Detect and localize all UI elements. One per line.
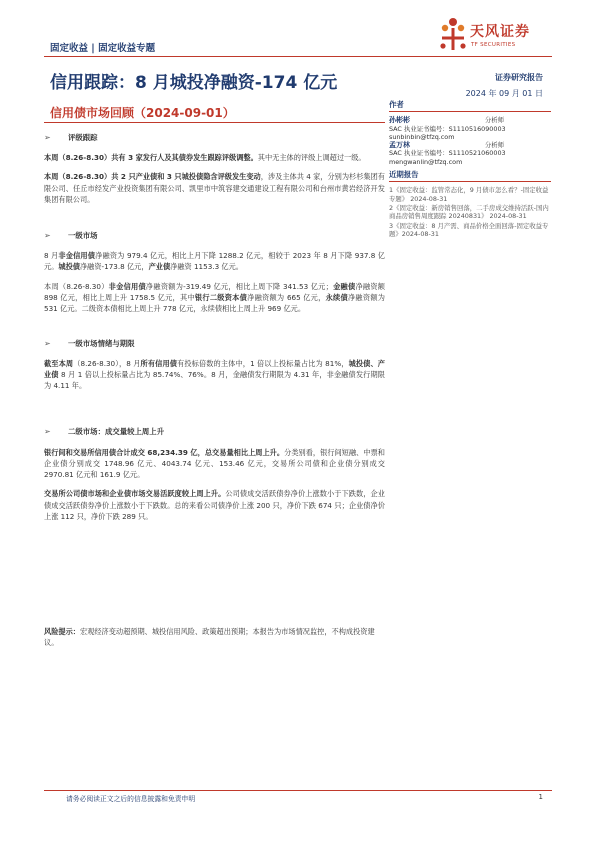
bold-text: 银行间和交易所信用债合计成交 68,234.39 亿，总交易量相比上周上升。: [44, 447, 285, 457]
risk-disclosure: [44, 626, 385, 649]
bold-text: 非金信用债: [58, 251, 96, 261]
bold-text: 风险提示：: [44, 627, 80, 636]
recent-report-link[interactable]: 1《固定收益：监管常态化，9 月债市怎么看？-固定收益专题》 2024-08-31: [389, 186, 549, 203]
author-cert: SAC 执业证书编号：S1110521060003: [389, 149, 506, 158]
section-title: 二级市场：成交量较上周上升: [68, 427, 165, 437]
body-text: 8 月 1 倍以上投标量占比为 85.74%、76%。8 月，金融债发行期限为 4.31 年，非金融债发行期限为 4.11 年。: [44, 369, 385, 391]
body-text: 净融资-173.8 亿元，: [79, 262, 149, 272]
section-title: 一级市场情绪与期限: [68, 338, 135, 348]
paragraph: [44, 358, 385, 392]
bold-text: 本周（8.26-8.30）共 2 只产业债和 3 只城投债隐含评级发生变动: [44, 172, 261, 182]
author-cert: SAC 执业证书编号：S1110516090003: [389, 124, 506, 133]
body-text: 净融资额为 665 亿元，: [247, 293, 326, 303]
report-subtitle: 信用债市场回顾（2024-09-01）: [50, 106, 235, 120]
bold-text: 本周（8.26-8.30）共有 3 家发行人及其债券发生跟踪评级调整。: [44, 153, 258, 162]
section-heading: [44, 131, 385, 144]
arrow-bullet-icon: ➢: [44, 231, 51, 241]
paragraph: [44, 447, 385, 481]
author-block: [389, 116, 551, 141]
bold-text: 非金信用债: [108, 281, 146, 291]
logo-text-cn: 天风证券: [470, 24, 530, 40]
section-title: 一级市场: [68, 231, 98, 241]
recent-reports-heading: 近期报告: [389, 171, 551, 182]
paragraph: [44, 488, 385, 522]
authors-heading: 作者: [389, 101, 551, 112]
paragraph: [44, 250, 385, 273]
recent-report-link[interactable]: 2《固定收益：新房销售回落，二手房成交维持活跃-国内商品房销售周度跟踪 20240831》 2024-08-31: [389, 203, 549, 221]
section-heading: [44, 337, 385, 350]
header-category: 固定收益 | 固定收益专题: [50, 43, 156, 54]
section-heading: [44, 229, 385, 242]
logo-text-en: TF SECURITIES: [471, 42, 516, 48]
section-heading: [44, 426, 385, 439]
body-text: 净融资额为-319.49 亿元，相比上周下降 341.53 亿元；: [145, 281, 333, 291]
author-name: 孟万林: [389, 141, 410, 150]
author-block: [389, 141, 551, 166]
body-text: ，涉及主体共 4 家，分别为杉杉集团有限公司、任丘市经发产业投资集团有限公司、凯里市中筑容建交通建设工程有限公司和台州市黄岩经济开发集团有限公司。: [44, 172, 385, 204]
bold-text: 银行二级资本债: [194, 293, 248, 303]
author-role: 分析师: [484, 116, 504, 125]
company-logo: [438, 16, 548, 56]
bold-text: 交易所公司债市场和企业债市场交易活跃度较上周上升。: [44, 489, 226, 499]
paragraph: [44, 152, 385, 163]
body-text: 净融资额为 531 亿元。二级资本债相比上周上升 778 亿元，永续债相比上周上升 969 亿元。: [44, 293, 385, 314]
arrow-bullet-icon: ➢: [44, 132, 51, 142]
paragraph: [44, 171, 385, 205]
body-text: 净融资为 979.4 亿元，相比上月下降 1288.2 亿元，相较于 2023 年 8 月下降 937.8 亿元。: [44, 251, 385, 272]
bold-text: 城投债、产业债: [44, 358, 385, 379]
author-name: 孙彬彬: [389, 116, 410, 125]
logo-mark-icon: [438, 16, 468, 52]
body-text: 宏观经济变动超预期、城投信用风险、政策超出预期；本报告为市场情况监控，不构成投资建议。: [44, 627, 375, 648]
arrow-bullet-icon: ➢: [44, 338, 51, 348]
body-text: 8 月: [44, 251, 59, 261]
subtitle-divider: [44, 122, 385, 123]
report-type: 证券研究报告: [495, 73, 543, 82]
disclaimer-note: 请务必阅读正文之后的信息披露和免责申明: [66, 795, 196, 803]
page-number: 1: [538, 793, 543, 801]
author-role: 分析师: [484, 141, 504, 150]
body-text: 净融资额 898 亿元，相比上周上升 1758.5 亿元，其中: [44, 281, 385, 303]
bold-text: 金融债: [332, 281, 356, 291]
recent-report-link[interactable]: 3《固定收益：8 月产需、商品价格全面回落-固定收益专题》2024-08-31: [389, 221, 549, 238]
report-date: 2024 年 09 月 01 日: [465, 89, 543, 98]
body-text: 本周（8.26-8.30）: [44, 281, 109, 291]
body-text: 分类别看，银行间短融、中票和企业债分别成交 1748.96 亿元、4043.74 亿元、153.46 亿元，交易所公司债和企业债分别成交 2970.81 亿元和 161.9 亿元。: [44, 447, 385, 480]
bold-text: 截至本周: [44, 358, 74, 368]
body-text: （8.26-8.30），8 月: [73, 358, 141, 368]
body-text: 有投标倍数的主体中，1 倍以上投标量占比为 81%，: [177, 358, 349, 368]
author-email[interactable]: sunbinbin@tfzq.com: [389, 132, 455, 141]
paragraph: [44, 281, 385, 315]
bold-text: 永续债: [325, 293, 348, 303]
bold-text: 产业债: [148, 262, 171, 272]
body-text: 其中无主体的评级上调超过一级。: [257, 153, 366, 162]
body-text: 公司债成交活跃债券净价上涨数小于下跌数，企业债成交活跃债券净价上涨数小于下跌数。总的来看公司债净价上涨 200 只，净价下跌 674 只；企业债净价上涨 112 只，净价下跌 289 只。: [44, 489, 385, 522]
report-title: 信用跟踪：8 月城投净融资-174 亿元: [50, 73, 338, 93]
sidebar: [389, 101, 551, 239]
arrow-bullet-icon: ➢: [44, 427, 51, 437]
bold-text: 城投债: [58, 262, 80, 272]
header-divider: [44, 56, 552, 57]
bold-text: 所有信用债: [140, 358, 178, 368]
footer-divider: [44, 790, 552, 791]
section-title: 评级跟踪: [68, 132, 98, 142]
main-content: [44, 131, 385, 540]
author-email[interactable]: mengwanlin@tfzq.com: [389, 157, 463, 166]
body-text: 净融资 1153.3 亿元。: [170, 262, 243, 272]
